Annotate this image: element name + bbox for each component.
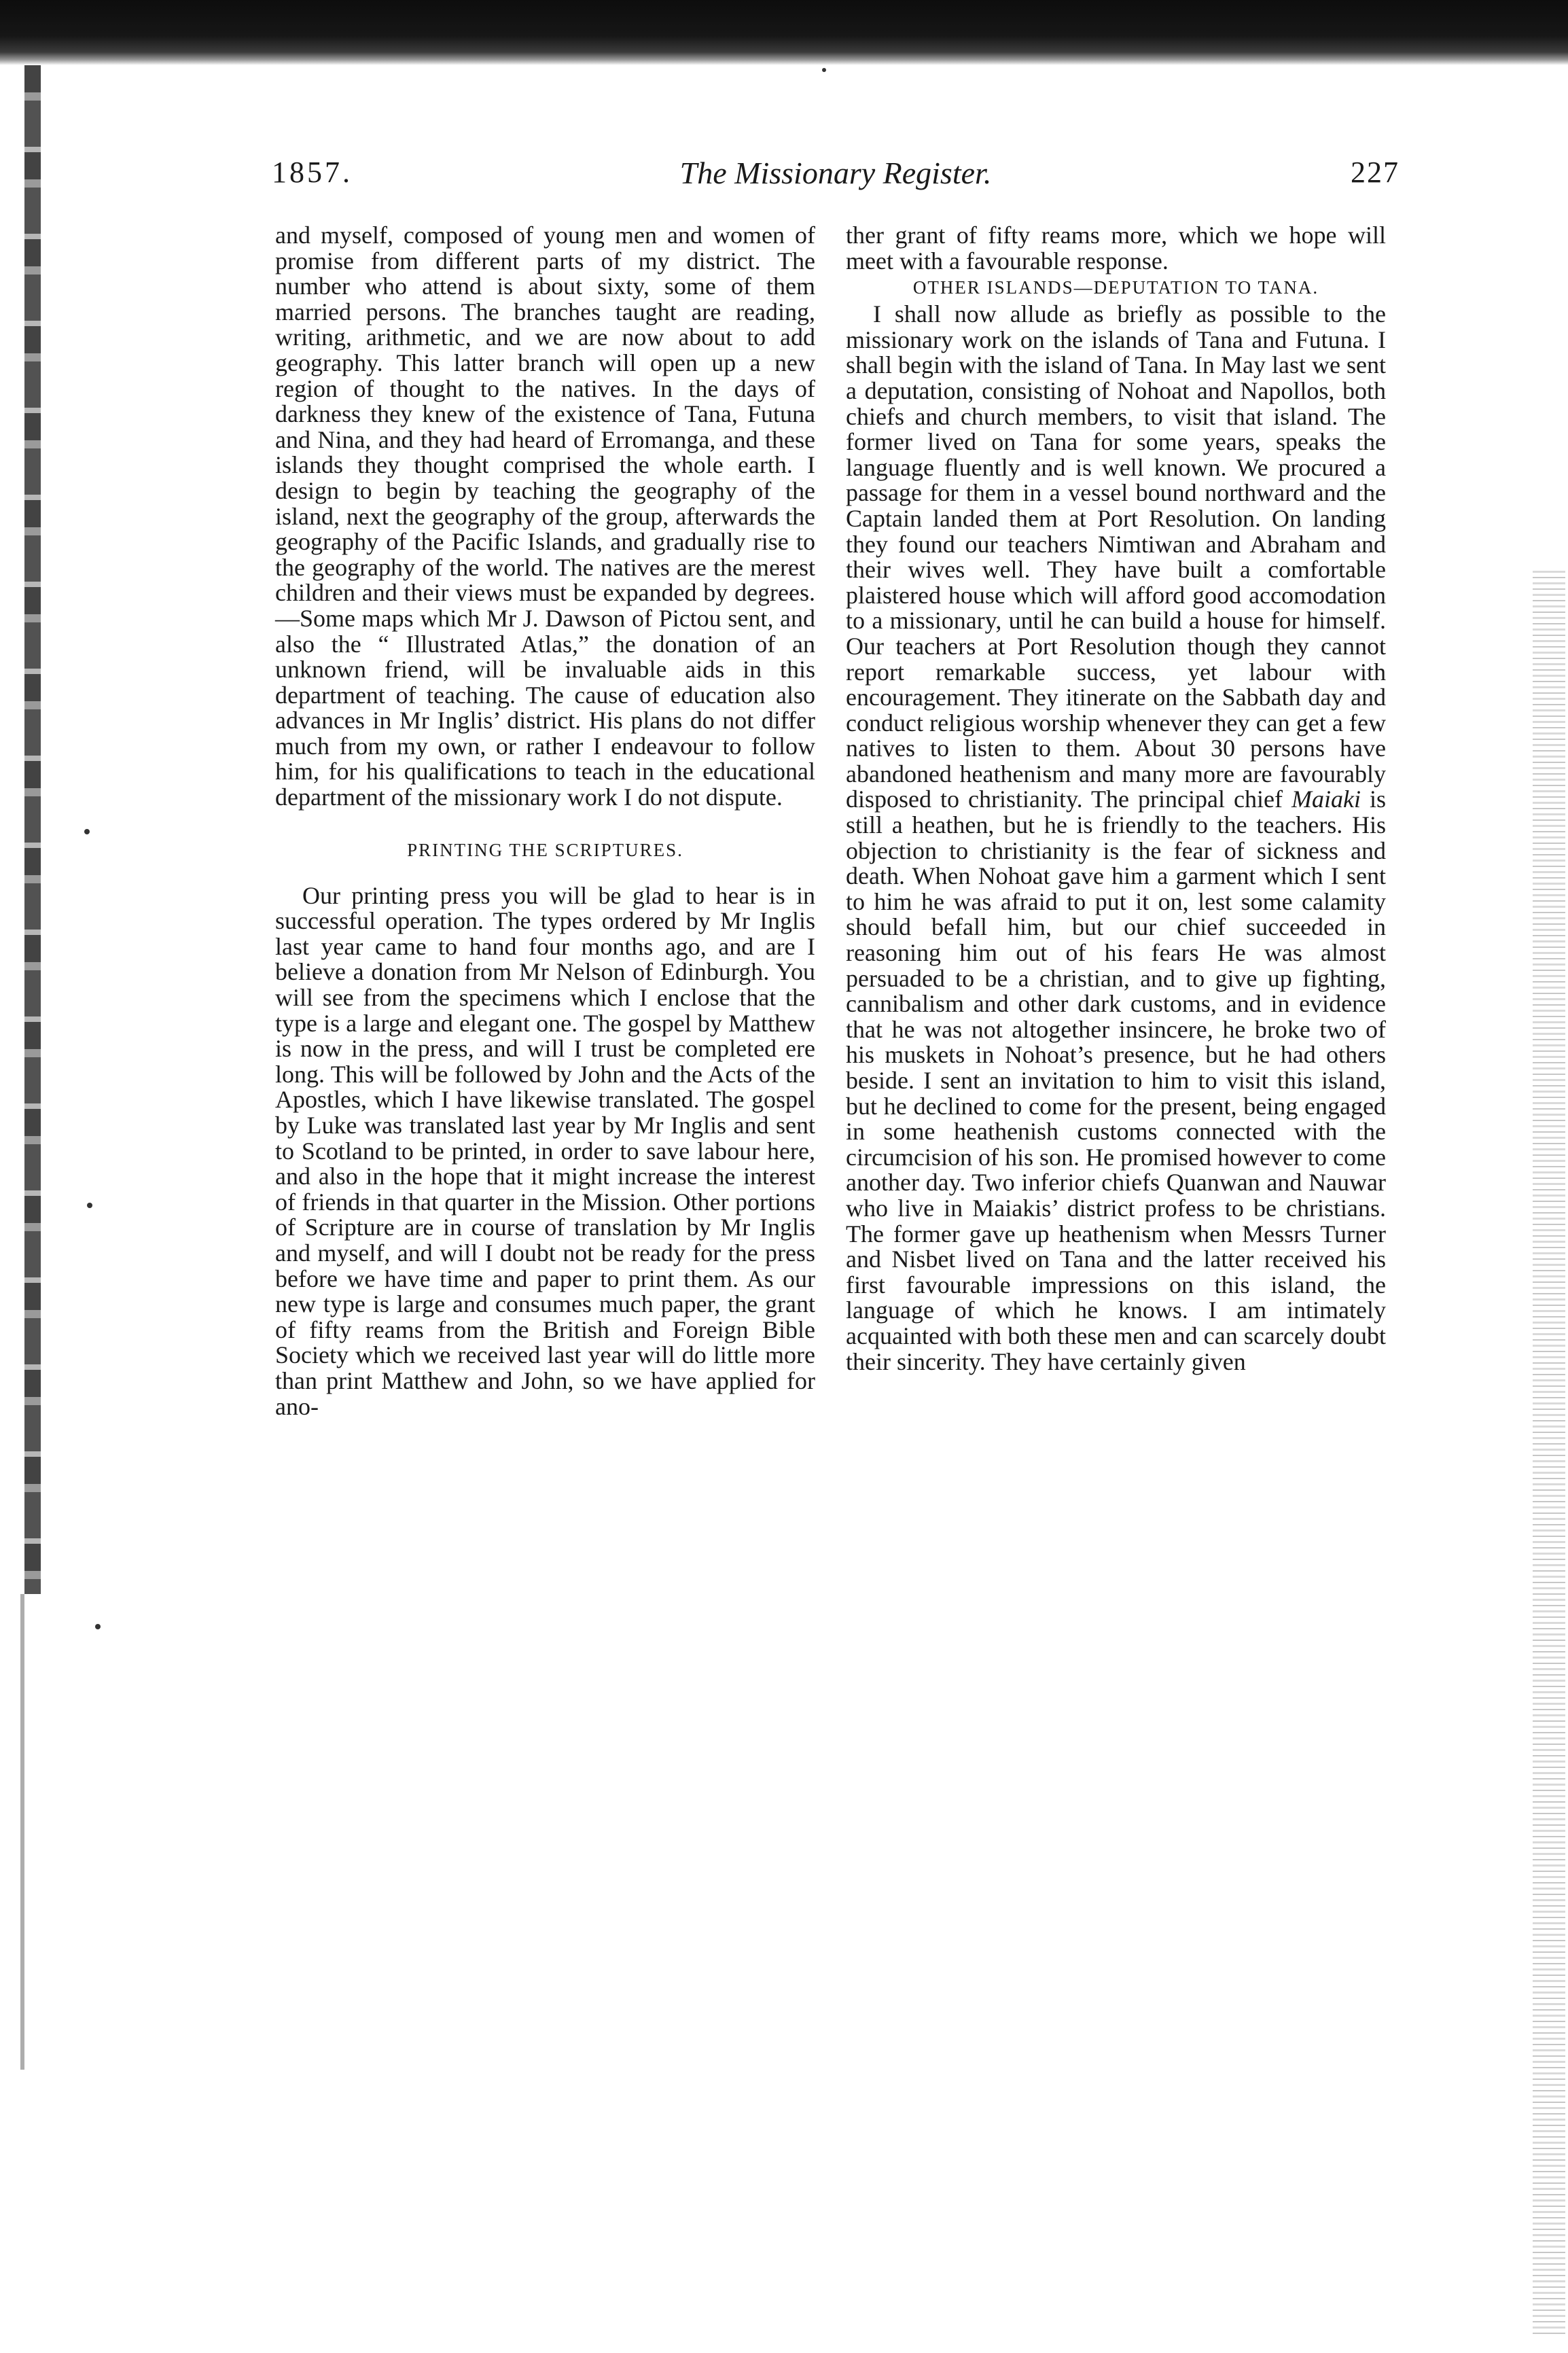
scan-speck [87,1203,92,1208]
scan-left-binding-shadow [24,65,41,1594]
left-paragraph-2: Our printing press you will be glad to hear is in successful operation. The types ordered by Mr Inglis last year came to hand four months ago, and are I believe a donation from Mr Nelson of Edinburgh. You will see from the specimens which I enclose that the type is a large and elegant one. The gospel by Matthew is now in the press, and will I trust be completed ere long. This will be followed by John and the Acts of the Apostles, which I have likewise translated. The gospel by Luke was translated last year by Mr Inglis and sent to Scotland to be printed, in order to save labour here, and also in the hope that it might increase the interest of friends in that quarter in the Mission. Other portions of Scripture are in course of translation by Mr Inglis and myself, and will I doubt not be ready for the press before we have time and paper to print them. As our new type is large and consumes much paper, the grant of fifty reams from the British and Foreign Bible Society which we received last year will do little more than print Matthew and John, so we have applied for ano- [275,881,815,1420]
scan-left-edge-mark [20,1594,24,2070]
chief-name: Maiaki [1291,785,1361,813]
left-column [275,223,815,1419]
scan-speck [822,68,826,72]
right-paragraph-2 [846,302,1386,1375]
section-heading-printing: PRINTING THE SCRIPTURES. [407,839,683,860]
right-paragraph-2-part-a: I shall now allude as briefly as possible to the missionary work on the islands of Tana and Futuna. I shall begin with the island of Tana. In May last we sent a deputation, consisting of Nohoat and Napollos, both chiefs and church members, to visit that island. The former lived on Tana for some years, speaks the language fluently and is well known. We procured a passage for them in a vessel bound northward and the Captain landed them at Port Resolution. On landing they found our teachers Nimtiwan and Abraham and their wives well. They have built a comfortable plaistered house which will afford good accomodation to a missionary, until he can build a house for himself. Our teachers at Port Resolution though they cannot report remarkable success, yet labour with encouragement. They itinerate on the Sabbath day and conduct religious worship whenever they can get a few natives to listen to them. About 30 persons have abandoned heathenism and many more are favourably disposed to christianity. The principal chief [846,300,1386,813]
scan-speck [95,1624,101,1629]
right-paragraph-2-part-b: is still a heathen, but he is friendly to the teachers. His objection to christianity is the fear of sickness and death. When Nohoat gave him a garment which I sent to him he was afraid to put it on, lest some calamity should befall him, but our chief succeeded in reasoning him out of his fears He was almost persuaded to be a christian, and to give up fighting, cannibalism and other dark customs, and in evidence that he was not altogether insincere, he broke two of his muskets in Nohoat’s presence, but he had others beside. I sent an invitation to him to visit this island, but he declined to come for the present, being engaged in some heathenish customs connected with the circumcision of his son. He promised however to come another day. Two inferior chiefs Quanwan and Nauwar who live in Maiakis’ district profess to be christians. The former gave up heathenism when Messrs Turner and Nisbet lived on Tana and the latter received his first favourable impressions on this island, the language of which he knows. I am intimately acquainted with both these men and can scarcely doubt their sincerity. They have certainly given [846,785,1387,1375]
header-page-number: 227 [1351,156,1400,189]
header-year: 1857. [272,156,353,189]
running-header [272,155,1400,196]
left-paragraph-1: and myself, composed of young men and women of promise from different parts of my district. The number who attend is about sixty, some of them married persons. The branches taught are reading, writing, arithmetic, and we are now about to add geography. This latter branch will open up a new region of thought to the natives. In the days of darkness they knew of the existence of Tana, Futuna and Nina, and they had heard of Erromanga, and these islands they thought comprised the whole earth. I design to begin by teaching the geography of the island, next the geography of the group, afterwards the geography of the Pacific Islands, and gradually rise to the geography of the world. The natives are the merest children and their views must be expanded by degrees.—Some maps which Mr J. Dawson of Pictou sent, and also the “ Illustrated Atlas,” the donation of an unknown friend, will be invaluable aids in this department of teaching. The cause of education also advances in Mr Inglis’ district. His plans do not differ much from my own, or rather I endeavour to follow him, for his qualifications to teach in the educational department of the missionary work I do not dispute. [275,222,815,811]
section-heading-deputation: OTHER ISLANDS—DEPUTATION TO TANA. [912,277,1319,298]
right-column [846,223,1386,1375]
right-paragraph-1: ther grant of fifty reams more, which we hope will meet with a favourable response. [846,222,1386,275]
scan-speck [84,829,90,834]
scan-right-page-edge [1533,571,1565,2337]
scan-top-border [0,0,1568,65]
header-journal-title: The Missionary Register. [679,156,992,190]
